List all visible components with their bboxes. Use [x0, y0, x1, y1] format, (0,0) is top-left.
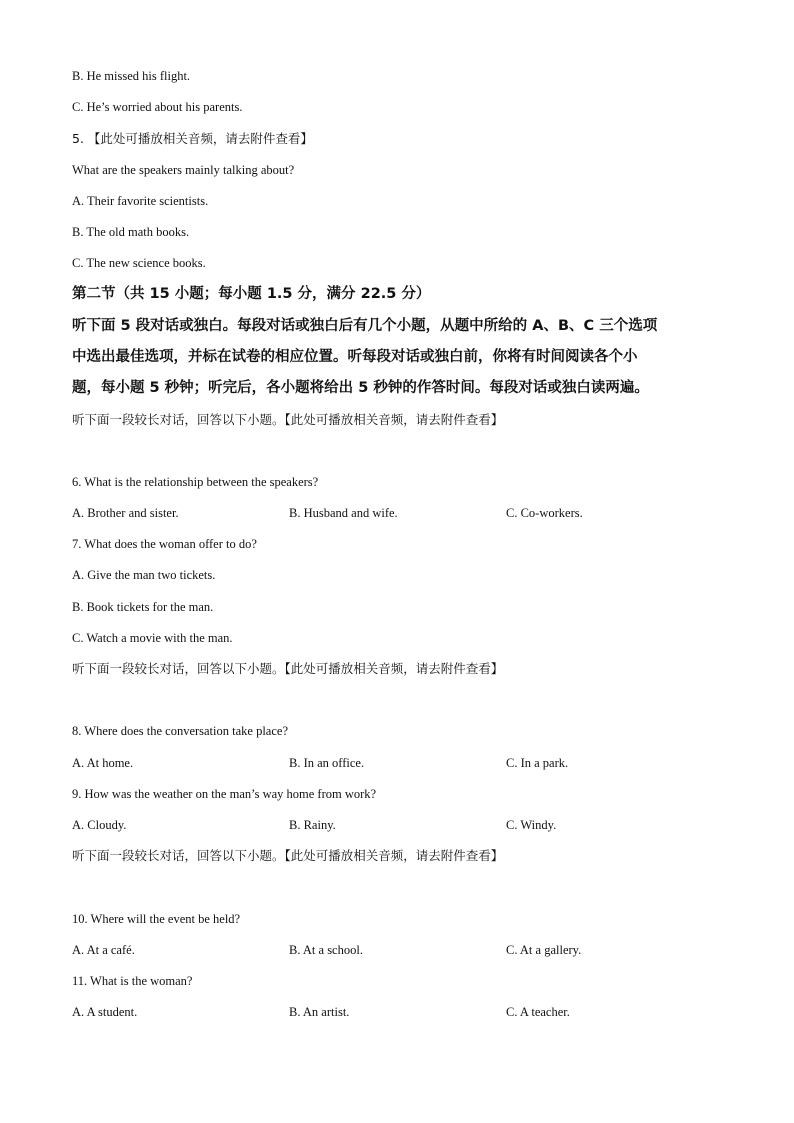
q6-option-a: A. Brother and sister. — [72, 506, 179, 520]
q9-option-c: C. Windy. — [506, 818, 557, 832]
listen-instruction-3: 听下面一段较长对话，回答以下小题。【此处可播放相关音频，请去附件查看】 — [72, 848, 504, 863]
q5-question: What are the speakers mainly talking about? — [72, 163, 295, 177]
q9-option-b: B. Rainy. — [289, 818, 336, 832]
instructions-line-3: 题，每小题 5 秒钟；听完后，各小题将给出 5 秒钟的作答时间。每段对话或独白读两遍。 — [72, 380, 649, 396]
q6-option-c: C. Co-workers. — [506, 506, 583, 520]
section2-title: 第二节（共 15 小题；每小题 1.5 分，满分 22.5 分） — [72, 286, 431, 302]
q9-option-a: A. Cloudy. — [72, 818, 127, 832]
q8-question: 8. Where does the conversation take place? — [72, 724, 288, 738]
q11-question: 11. What is the woman? — [72, 974, 193, 988]
q7-option-c: C. Watch a movie with the man. — [72, 631, 233, 645]
q8-option-c: C. In a park. — [506, 756, 569, 770]
q7-option-a: A. Give the man two tickets. — [72, 568, 216, 582]
q7-option-b: B. Book tickets for the man. — [72, 600, 214, 614]
q10-option-b: B. At a school. — [289, 943, 363, 957]
listen-instruction-2: 听下面一段较长对话，回答以下小题。【此处可播放相关音频，请去附件查看】 — [72, 661, 504, 676]
q11-option-a: A. A student. — [72, 1005, 138, 1019]
q7-question: 7. What does the woman offer to do? — [72, 537, 257, 551]
q6-question: 6. What is the relationship between the speakers? — [72, 475, 319, 489]
q6-option-b: B. Husband and wife. — [289, 506, 398, 520]
instructions-line-2: 中选出最佳选项，并标在试卷的相应位置。听每段对话或独白前，你将有时间阅读各个小 — [72, 349, 638, 365]
q5-option-b: B. The old math books. — [72, 225, 190, 239]
q11-option-b: B. An artist. — [289, 1005, 350, 1019]
q10-option-a: A. At a café. — [72, 943, 135, 957]
instructions-line-1: 听下面 5 段对话或独白。每段对话或独白后有几个小题，从题中所给的 A、B、C 三个选项 — [72, 318, 658, 334]
q10-question: 10. Where will the event be held? — [72, 912, 241, 926]
q5-audio-prompt: 5. 【此处可播放相关音频，请去附件查看】 — [72, 131, 313, 146]
q5-option-c: C. The new science books. — [72, 256, 206, 270]
q10-option-c: C. At a gallery. — [506, 943, 582, 957]
listen-instruction-1: 听下面一段较长对话，回答以下小题。【此处可播放相关音频，请去附件查看】 — [72, 412, 504, 427]
q4-option-c: C. He’s worried about his parents. — [72, 100, 243, 114]
q8-option-b: B. In an office. — [289, 756, 365, 770]
q5-option-a: A. Their favorite scientists. — [72, 194, 209, 208]
q11-option-c: C. A teacher. — [506, 1005, 570, 1019]
q8-option-a: A. At home. — [72, 756, 134, 770]
q9-question: 9. How was the weather on the man’s way home from work? — [72, 787, 377, 801]
q4-option-b: B. He missed his flight. — [72, 69, 191, 83]
